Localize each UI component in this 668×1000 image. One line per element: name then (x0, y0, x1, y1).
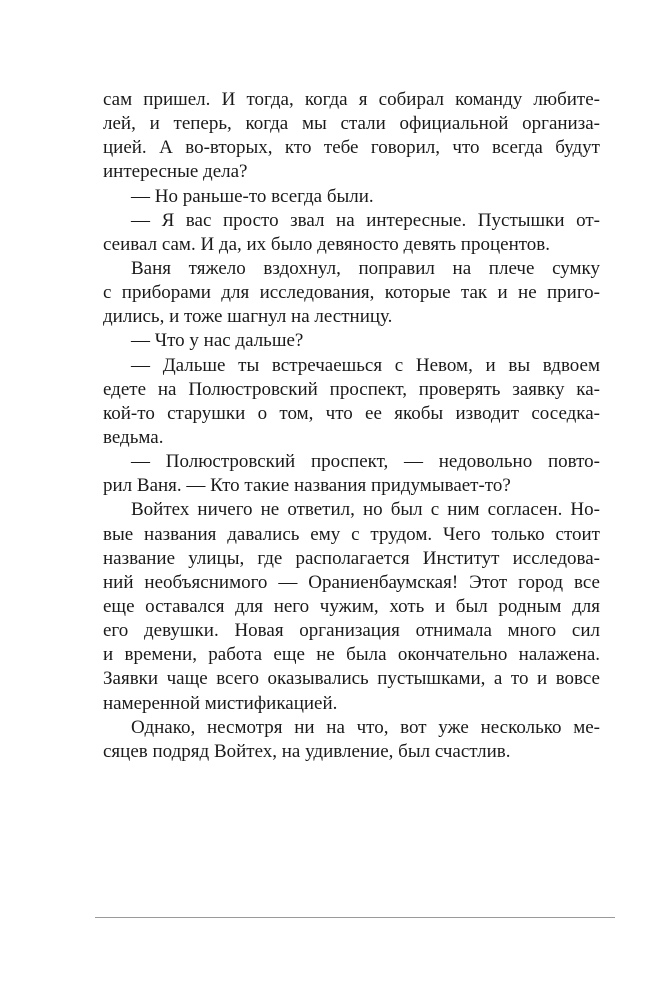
text-line: Однако, несмотря ни на что, вот уже несколько ме- (131, 716, 600, 738)
text-line: едете на Полюстровский проспект, проверять заявку ка- (103, 378, 600, 400)
text-line: — Но раньше-то всегда были. (131, 185, 374, 207)
text-line: интересные дела? (103, 161, 248, 183)
text-line: еще оставался для него чужим, хоть и был родным для (103, 595, 600, 617)
text-line: — Что у нас дальше? (131, 330, 304, 352)
text-line: ведьма. (103, 426, 164, 448)
text-line: сам пришел. И тогда, когда я собирал команду любите- (103, 89, 600, 110)
text-line: рил Ваня. — Кто такие названия придумывает-то? (103, 475, 511, 497)
text-line: его девушки. Новая организация отнимала много сил (103, 620, 600, 642)
footer-divider (95, 917, 615, 918)
text-line: лей, и теперь, когда мы стали официальной организа- (103, 113, 600, 135)
text-line: Заявки чаще всего оказывались пустышками, а то и вовсе (103, 668, 600, 690)
text-line: название улицы, где располагается Институт исследова- (103, 547, 600, 569)
text-line: — Полюстровский проспект, — недовольно повто- (131, 451, 600, 473)
text-line: и времени, работа еще не была окончательно налажена. (103, 644, 600, 666)
text-line: Войтех ничего не ответил, но был с ним согласен. Но- (131, 499, 600, 521)
text-line: сеивал сам. И да, их было девяносто девять процентов. (103, 233, 551, 255)
text-line: Ваня тяжело вздохнул, поправил на плече сумку (131, 257, 600, 279)
text-line: ний необъяснимого — Ораниенбаумская! Этот город все (103, 571, 600, 593)
text-line: — Дальше ты встречаешься с Невом, и вы вдвоем (131, 354, 600, 376)
text-line: намеренной мистификацией. (103, 692, 338, 714)
text-line: — Я вас просто звал на интересные. Пустышки от- (131, 209, 600, 231)
text-line: дились, и тоже шагнул на лестницу. (103, 306, 393, 328)
text-line: сяцев подряд Войтех, на удивление, был счастлив. (103, 740, 511, 762)
book-page-text (103, 88, 600, 764)
text-line: вые названия давались ему с трудом. Чего только стоит (103, 523, 600, 545)
text-line: кой-то старушки о том, что ее якобы изводит соседка- (103, 402, 600, 424)
text-line: цией. А во-вторых, кто тебе говорил, что всегда будут (103, 137, 600, 159)
text-line: с приборами для исследования, которые так и не приго- (103, 282, 600, 304)
